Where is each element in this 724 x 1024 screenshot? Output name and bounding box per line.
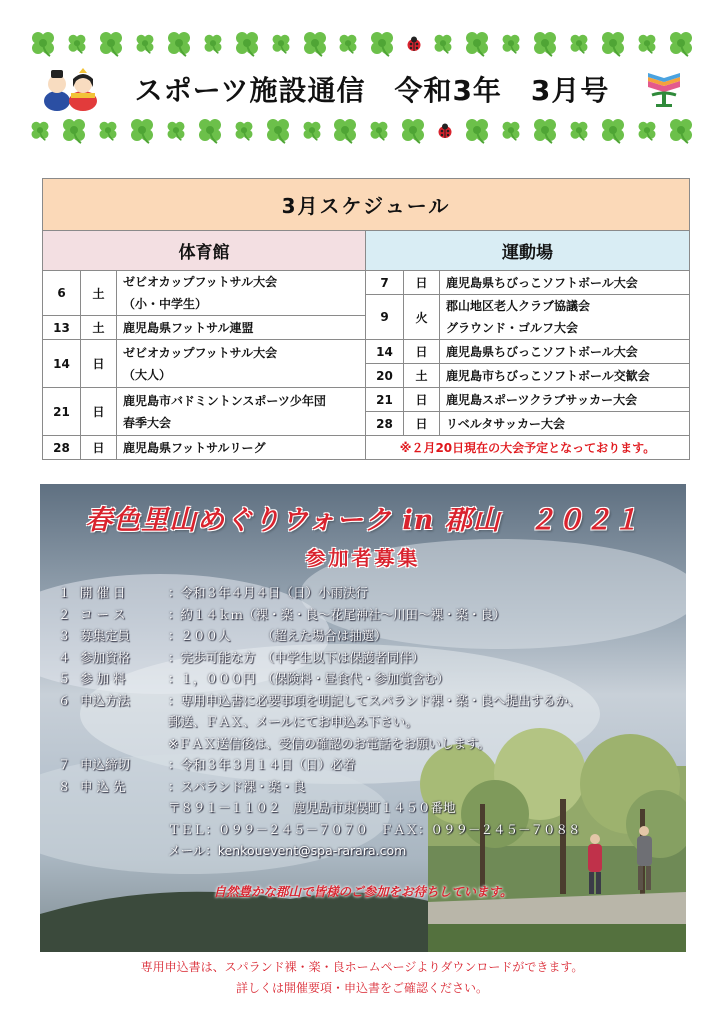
field-heading: 運動場 bbox=[366, 231, 690, 271]
clover-icon bbox=[464, 31, 490, 57]
clover-icon bbox=[302, 121, 322, 141]
ladybug-icon bbox=[406, 36, 422, 52]
gym-day: 6 bbox=[43, 271, 81, 316]
clover-icon bbox=[569, 34, 589, 54]
email-address[interactable]: メール：kenkouevent@spa-rarara.com bbox=[168, 843, 407, 858]
field-event: 鹿児島県ちびっこソフトボール大会 bbox=[440, 271, 690, 295]
gym-event: 鹿児島県フットサルリーグ bbox=[117, 436, 366, 460]
gym-day: 28 bbox=[43, 436, 81, 460]
clover-icon bbox=[668, 118, 694, 144]
gym-event: ゼビオカップフットサル大会 （大人） bbox=[117, 340, 366, 388]
list-item: １ 開 催 日 ：令和３年４月４日（日）小雨決行 bbox=[58, 585, 369, 600]
clover-icon bbox=[302, 31, 328, 57]
footer-line: 専用申込書は、スパランド裸・楽・良ホームページよりダウンロードができます。 bbox=[140, 960, 584, 974]
event-details bbox=[58, 582, 678, 862]
gym-weekday: 土 bbox=[81, 271, 117, 316]
clover-icon bbox=[129, 118, 155, 144]
postal-address: 〒８９１－１１０２ 鹿児島市東俣町１４５０番地 bbox=[168, 800, 456, 815]
clover-icon bbox=[668, 31, 694, 57]
clover-icon bbox=[464, 118, 490, 144]
clover-icon bbox=[332, 118, 358, 144]
clover-icon bbox=[98, 121, 118, 141]
table-row bbox=[43, 436, 690, 460]
table-row bbox=[43, 340, 690, 364]
field-day: 20 bbox=[366, 364, 404, 388]
clover-icon bbox=[234, 121, 254, 141]
gym-weekday: 日 bbox=[81, 340, 117, 388]
gym-heading: 体育館 bbox=[43, 231, 366, 271]
field-event: リベルタサッカー大会 bbox=[440, 412, 690, 436]
clover-icon bbox=[61, 118, 87, 144]
gym-event: 鹿児島市バドミントンスポーツ少年団 春季大会 bbox=[117, 388, 366, 436]
field-day: 21 bbox=[366, 388, 404, 412]
clover-icon bbox=[30, 121, 50, 141]
field-weekday: 土 bbox=[404, 364, 440, 388]
footer-line: 詳しくは開催要項・申込書をご確認ください。 bbox=[235, 981, 488, 995]
clover-icon bbox=[166, 121, 186, 141]
clover-icon bbox=[30, 31, 56, 57]
clover-icon bbox=[637, 34, 657, 54]
list-item: ６ 申込方法 ：専用申込書に必要事項を明記してスパランド裸・楽・良へ提出するか、 bbox=[58, 692, 581, 708]
clover-icon bbox=[166, 31, 192, 57]
list-item: ４ 参加資格 ：完歩可能な方 （中学生以下は保護者同伴） bbox=[58, 649, 425, 665]
clover-icon bbox=[369, 31, 395, 57]
clover-icon bbox=[338, 34, 358, 54]
gym-day: 21 bbox=[43, 388, 81, 436]
clover-icon bbox=[98, 31, 124, 57]
field-weekday: 日 bbox=[404, 388, 440, 412]
fax-note: ※ＦＡＸ送信後は、受信の確認のお電話をお願いします。 bbox=[168, 735, 490, 751]
table-row bbox=[43, 271, 690, 295]
list-item: ２ コ ー ス ：約１４ｋｍ（裸・楽・良～花尾神社～川田～裸・楽・良） bbox=[58, 606, 506, 622]
table-row bbox=[43, 388, 690, 412]
gym-event: ゼビオカップフットサル大会 （小・中学生） bbox=[117, 271, 366, 316]
field-event: 郡山地区老人クラブ協議会 グラウンド・ゴルフ大会 bbox=[440, 295, 690, 340]
clover-icon bbox=[501, 34, 521, 54]
list-item: ５ 参 加 料 ：１，０００円 （保険料・昼食代・参加賞含む） bbox=[58, 671, 450, 686]
clover-icon bbox=[197, 118, 223, 144]
field-day: 14 bbox=[366, 340, 404, 364]
gym-weekday: 土 bbox=[81, 316, 117, 340]
clover-icon bbox=[135, 34, 155, 54]
field-event: 鹿児島スポーツクラブサッカー大会 bbox=[440, 388, 690, 412]
newsletter-header bbox=[40, 64, 684, 114]
field-event: 鹿児島県ちびっこソフトボール大会 bbox=[440, 340, 690, 364]
gym-weekday: 日 bbox=[81, 436, 117, 460]
gym-event: 鹿児島県フットサル連盟 bbox=[117, 316, 366, 340]
schedule-note: ※２月20日現在の大会予定となっております。 bbox=[366, 436, 690, 460]
tel-fax: ＴＥＬ：０９９－２４５－７０７０ ＦＡＸ：０９９－２４５－７０８８ bbox=[168, 821, 581, 837]
event-title: 春色里山めぐりウォーク in 郡山 ２０２１ bbox=[85, 505, 641, 536]
list-item: ３ 募集定員 ：２００人 （超えた場合は抽選） bbox=[58, 628, 387, 643]
gym-day: 14 bbox=[43, 340, 81, 388]
gym-day: 13 bbox=[43, 316, 81, 340]
field-weekday: 日 bbox=[404, 340, 440, 364]
event-subtitle: 参加者募集 bbox=[305, 546, 421, 570]
field-weekday: 日 bbox=[404, 412, 440, 436]
clover-icon bbox=[234, 31, 260, 57]
ladybug-icon bbox=[437, 123, 453, 139]
clover-icon bbox=[369, 121, 389, 141]
method-continuation: 郵送、ＦＡＸ、メールにてお申込み下さい。 bbox=[168, 714, 418, 729]
field-weekday: 火 bbox=[404, 295, 440, 340]
clover-border-top bbox=[30, 27, 694, 61]
clover-icon bbox=[203, 34, 223, 54]
newsletter-title: スポーツ施設通信 令和3年 3月号 bbox=[134, 74, 610, 107]
clover-border-bottom bbox=[30, 114, 694, 148]
hina-dolls-icon bbox=[40, 67, 100, 111]
field-event: 鹿児島市ちびっこソフトボール交歓会 bbox=[440, 364, 690, 388]
clover-icon bbox=[600, 118, 626, 144]
list-item: ８ 申 込 先 ：スパランド裸・楽・良 bbox=[58, 778, 306, 794]
field-day: 28 bbox=[366, 412, 404, 436]
gym-weekday: 日 bbox=[81, 388, 117, 436]
clover-icon bbox=[569, 121, 589, 141]
field-day: 9 bbox=[366, 295, 404, 340]
clover-icon bbox=[600, 31, 626, 57]
clover-icon bbox=[271, 34, 291, 54]
clover-icon bbox=[433, 34, 453, 54]
clover-icon bbox=[532, 118, 558, 144]
closing-message: 自然豊かな郡山で皆様のご参加をお待ちしています。 bbox=[213, 884, 513, 899]
clover-icon bbox=[637, 121, 657, 141]
book-icon bbox=[644, 69, 684, 109]
schedule-title: 3月スケジュール bbox=[43, 179, 690, 231]
clover-icon bbox=[400, 118, 426, 144]
event-poster bbox=[40, 484, 686, 952]
clover-icon bbox=[67, 34, 87, 54]
list-item: ７ 申込締切 ：令和３年３月１４日（日）必着 bbox=[58, 757, 356, 772]
clover-icon bbox=[532, 31, 558, 57]
field-day: 7 bbox=[366, 271, 404, 295]
schedule-table bbox=[42, 178, 690, 460]
footer-note bbox=[0, 957, 724, 999]
clover-icon bbox=[501, 121, 521, 141]
field-weekday: 日 bbox=[404, 271, 440, 295]
clover-icon bbox=[265, 118, 291, 144]
